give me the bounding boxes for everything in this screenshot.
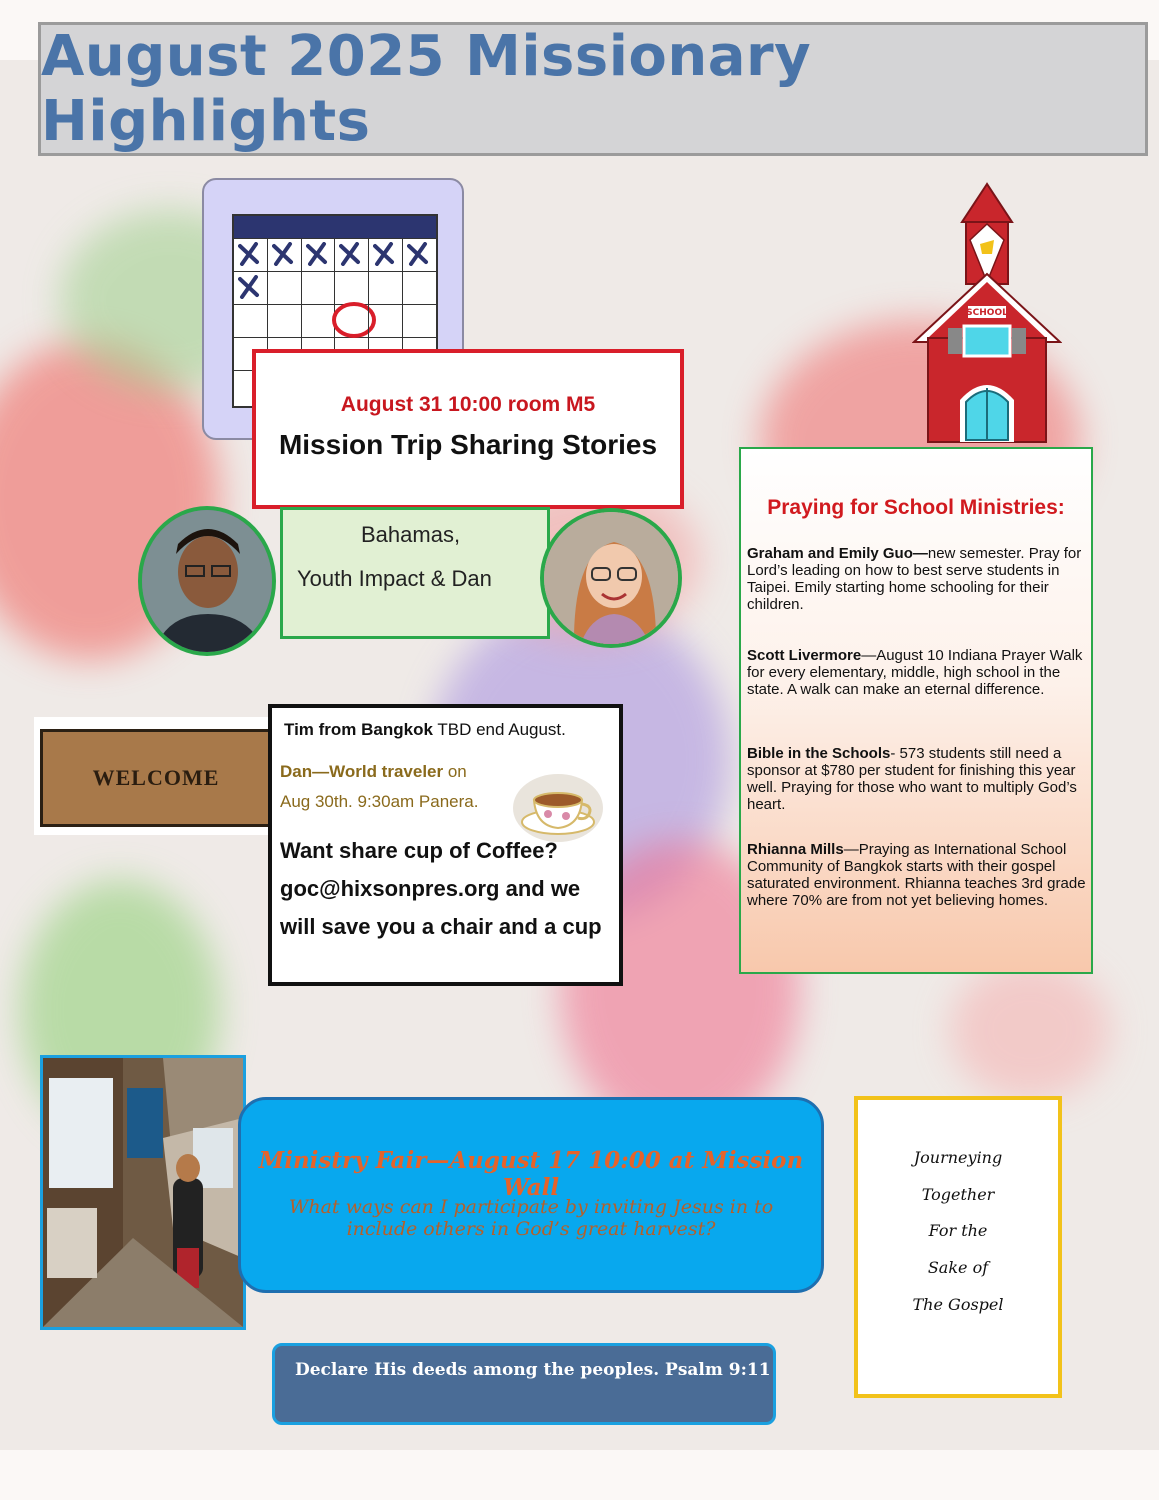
- mission-wall-photo: [40, 1055, 246, 1330]
- page-title: August 2025 Missionary Highlights: [41, 24, 812, 154]
- prayer-item: [747, 745, 1087, 813]
- journey-line: Sake of: [927, 1258, 989, 1277]
- journey-line: Journeying: [913, 1148, 1003, 1167]
- dan-line-2: Aug 30th. 9:30am Panera.: [280, 792, 479, 811]
- ministry-fair-box: [238, 1097, 824, 1293]
- event-date: August 31 10:00 room M5: [340, 393, 596, 416]
- tim-name: Tim from Bangkok: [284, 720, 433, 739]
- ministry-fair-question: What ways can I participate by inviting Jesus in to include others in God’s great harvest?: [288, 1196, 774, 1240]
- photo-young-woman: [540, 508, 682, 648]
- school-sign-text: SCHOOL: [966, 308, 1008, 318]
- trip-locations-box: [280, 507, 550, 639]
- journey-line: For the: [928, 1221, 988, 1240]
- event-announcement: [252, 349, 684, 509]
- prayer-item: [747, 841, 1087, 909]
- journey-line: The Gospel: [912, 1295, 1004, 1314]
- journeying-together-card: [854, 1096, 1062, 1398]
- welcome-mat: [40, 729, 272, 827]
- schoolhouse-icon: [912, 182, 1062, 444]
- prayer-item: [747, 545, 1087, 613]
- scripture-verse: Declare His deeds among the peoples. Psalm 9:11: [295, 1360, 771, 1380]
- event-title: Mission Trip Sharing Stories: [278, 429, 658, 460]
- prayer-heading: Praying for School Ministries:: [767, 496, 1065, 519]
- trip-line-1: Bahamas,: [361, 522, 461, 547]
- tim-rest: TBD end August.: [432, 720, 566, 739]
- coffee-invite-text: Want share cup of Coffee? goc@hixsonpres.org and we will save you a chair and a cup: [280, 838, 602, 939]
- journey-line: Together: [921, 1185, 995, 1204]
- tim-line: [284, 720, 566, 740]
- dan-rest: on: [443, 762, 467, 781]
- prayer-item-name: Graham and Emily Guo—: [747, 545, 928, 562]
- prayer-item-name: Scott Livermore: [747, 647, 862, 664]
- prayer-item-name: Bible in the Schools: [747, 745, 891, 762]
- welcome-mat-image: [34, 717, 276, 835]
- prayer-item: [747, 647, 1087, 698]
- prayer-item-text: - 573 students still need a sponsor at $780 per student for finishing this year well. Praying for those who want to multiply God’s heart.: [747, 745, 1077, 813]
- dan-line-1: [280, 762, 467, 782]
- school-ministries-prayer-box: [739, 447, 1093, 974]
- photo-young-man: [138, 506, 276, 656]
- title-banner: [38, 22, 1148, 156]
- prayer-item-text: —August 10 Indiana Prayer Walk for every elementary, middle, high school in the state. A walk can make an eternal difference.: [747, 647, 1083, 698]
- dan-name: Dan—World traveler: [280, 762, 444, 781]
- prayer-item-name: Rhianna Mills: [747, 841, 844, 858]
- prayer-item-text: new semester. Pray for Lord’s leading on how to best serve students in Taipei. Emily starting home schooling for their children.: [747, 545, 1082, 613]
- ministry-fair-title: Ministry Fair—August 17 10:00 at Mission Wall: [258, 1147, 804, 1201]
- welcome-mat-text: WELCOME: [92, 765, 220, 790]
- prayer-item-text: —Praying as International School Community of Bangkok starts with their gospel saturated environment. Rhianna teaches 3rd grade where 70% are from not yet believing homes.: [747, 841, 1086, 909]
- trip-line-2: Youth Impact & Dan: [297, 566, 492, 591]
- scripture-verse-box: [272, 1343, 776, 1425]
- coffee-invitation-box: [268, 704, 623, 986]
